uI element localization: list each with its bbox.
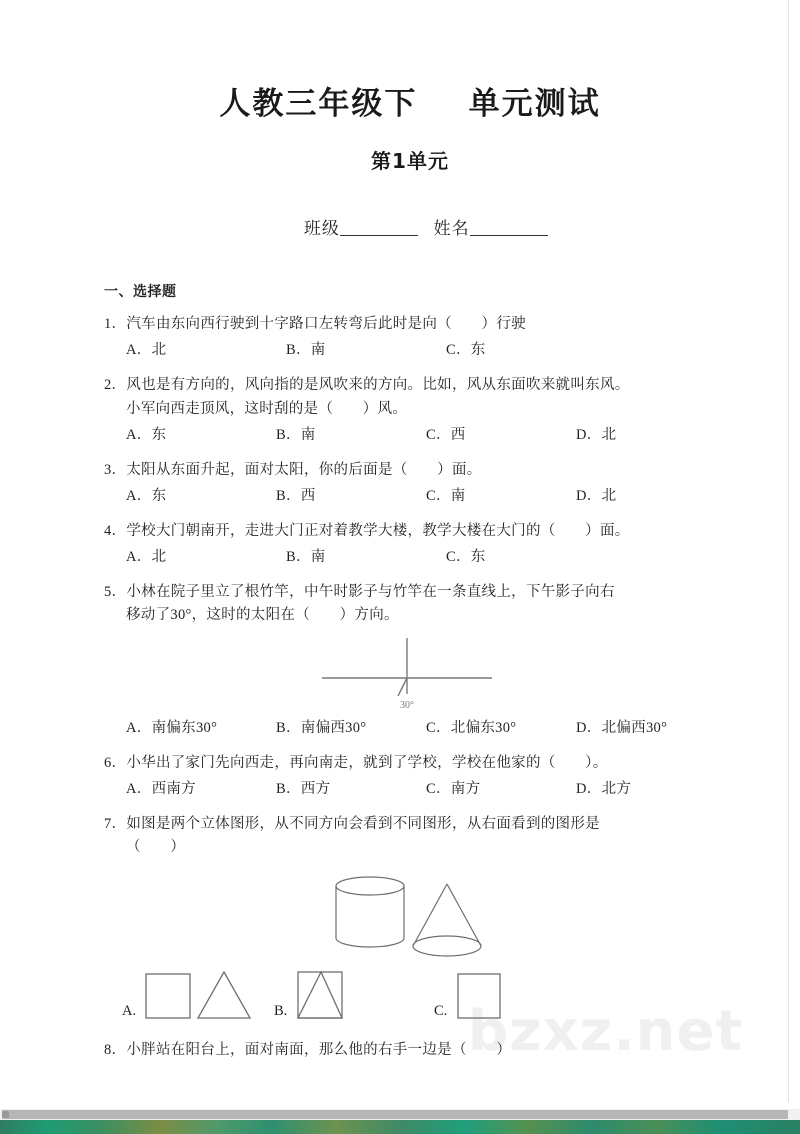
option-a[interactable]: A．南偏东30° xyxy=(126,719,218,736)
page-title: 人教三年级下 单元测试 xyxy=(219,86,601,122)
shape-option-a[interactable] xyxy=(122,968,252,1024)
option-b[interactable]: B．南 xyxy=(286,342,326,359)
question-5-options xyxy=(104,716,716,741)
option-a[interactable]: A．北 xyxy=(126,549,167,566)
question-8-text: 8．小胖站在阳台上，面对南面，那么他的右手一边是（ ） xyxy=(104,1041,512,1058)
question-2-text-cont: 小军向西走顶风，这时刮的是（ ）风。 xyxy=(126,400,408,417)
scrollbar-left-arrow-icon[interactable] xyxy=(2,1111,9,1118)
question-1-text: 1．汽车由东向西行驶到十字路口左转弯后此时是向（ ）行驶 xyxy=(104,316,526,332)
rect-and-triangle-icon xyxy=(144,968,252,1024)
question-1 xyxy=(104,313,716,363)
shape-option-a-label: A. xyxy=(122,1002,137,1019)
question-5-text-cont: 移动了30°，这时的太阳在（ ）方向。 xyxy=(126,607,399,624)
desktop-taskbar xyxy=(0,1120,800,1134)
watermark-text: bzxz.net xyxy=(468,999,744,1064)
question-5-figure xyxy=(104,634,716,712)
option-c[interactable]: C．南方 xyxy=(426,781,481,798)
question-7-text: 7．如图是两个立体图形，从不同方向会看到不同图形，从右面看到的图形是 xyxy=(104,815,600,832)
cylinder-cone-icon xyxy=(322,868,492,962)
question-2-options xyxy=(104,423,716,448)
question-7-figure xyxy=(104,868,716,964)
question-7-number: 7． xyxy=(104,815,127,832)
angle-diagram-icon xyxy=(322,634,492,710)
class-label: 班级 xyxy=(303,219,340,238)
shape-option-c[interactable] xyxy=(434,968,507,1024)
option-c[interactable]: C．西 xyxy=(426,427,466,444)
option-d[interactable]: D．北 xyxy=(576,427,617,444)
option-d[interactable]: D．北偏西30° xyxy=(576,719,668,736)
scrollbar-thumb[interactable] xyxy=(2,1110,788,1119)
option-c[interactable]: C．东 xyxy=(446,342,486,359)
option-b[interactable]: B．南偏西30° xyxy=(276,719,367,736)
question-7-shape-options xyxy=(104,966,716,1028)
question-3-options xyxy=(104,484,716,509)
question-1-options xyxy=(104,338,716,363)
option-b[interactable]: B．南 xyxy=(286,549,326,566)
option-a[interactable]: A．北 xyxy=(126,342,167,359)
section-heading: 一、选择题 xyxy=(104,284,177,300)
angle-label: 30° xyxy=(400,699,414,710)
name-blank xyxy=(470,235,548,236)
question-3-number: 3． xyxy=(104,461,127,478)
question-7-text-cont: （ ） xyxy=(126,839,186,856)
page-subtitle: 第1单元 xyxy=(371,149,449,173)
class-blank xyxy=(340,235,418,236)
question-7 xyxy=(104,813,716,1028)
option-c[interactable]: C．东 xyxy=(446,549,486,566)
question-2-text: 2．风也是有方向的，风向指的是风吹来的方向。比如，风从东面吹来就叫东风。 xyxy=(104,377,630,394)
option-a[interactable]: A．西南方 xyxy=(126,781,196,798)
option-b[interactable]: B．西方 xyxy=(276,781,331,798)
question-6-options xyxy=(104,777,716,802)
option-a[interactable]: A．东 xyxy=(126,488,167,505)
question-4 xyxy=(104,520,716,570)
question-6 xyxy=(104,752,716,802)
horizontal-scrollbar[interactable] xyxy=(0,1109,800,1120)
question-3-text: 3．太阳从东面升起，面对太阳，你的后面是（ ）面。 xyxy=(104,461,482,478)
question-4-text: 4．学校大门朝南开，走进大门正对着教学大楼，教学大楼在大门的（ ）面。 xyxy=(104,522,630,539)
rect-only-icon xyxy=(455,968,507,1024)
option-c[interactable]: C．北偏东30° xyxy=(426,719,517,736)
question-8 xyxy=(104,1039,716,1062)
option-b[interactable]: B．南 xyxy=(276,427,316,444)
question-5 xyxy=(104,581,716,741)
question-4-options xyxy=(104,545,716,570)
question-2-number: 2． xyxy=(104,377,127,394)
question-5-number: 5． xyxy=(104,583,127,600)
question-6-text: 6．小华出了家门先向西走，再向南走，就到了学校，学校在他家的（ ）。 xyxy=(104,754,608,771)
question-4-number: 4． xyxy=(104,522,127,539)
question-1-number: 1． xyxy=(104,316,127,332)
question-2 xyxy=(104,374,716,448)
student-info-line xyxy=(104,194,716,259)
option-d[interactable]: D．北 xyxy=(576,488,617,505)
option-b[interactable]: B．西 xyxy=(276,488,316,505)
name-label: 姓名 xyxy=(433,219,470,238)
question-6-number: 6． xyxy=(104,754,127,771)
option-a[interactable]: A．东 xyxy=(126,427,167,444)
rect-with-triangle-icon xyxy=(295,968,347,1024)
option-d[interactable]: D．北方 xyxy=(576,781,632,798)
option-c[interactable]: C．南 xyxy=(426,488,466,505)
question-8-number: 8． xyxy=(104,1041,127,1058)
shape-option-b[interactable] xyxy=(274,968,347,1024)
question-5-text: 5．小林在院子里立了根竹竿，中午时影子与竹竿在一条直线上，下午影子向右 xyxy=(104,583,615,600)
question-3 xyxy=(104,459,716,509)
shape-option-c-label: C. xyxy=(434,1002,448,1019)
shape-option-b-label: B. xyxy=(274,1002,288,1019)
